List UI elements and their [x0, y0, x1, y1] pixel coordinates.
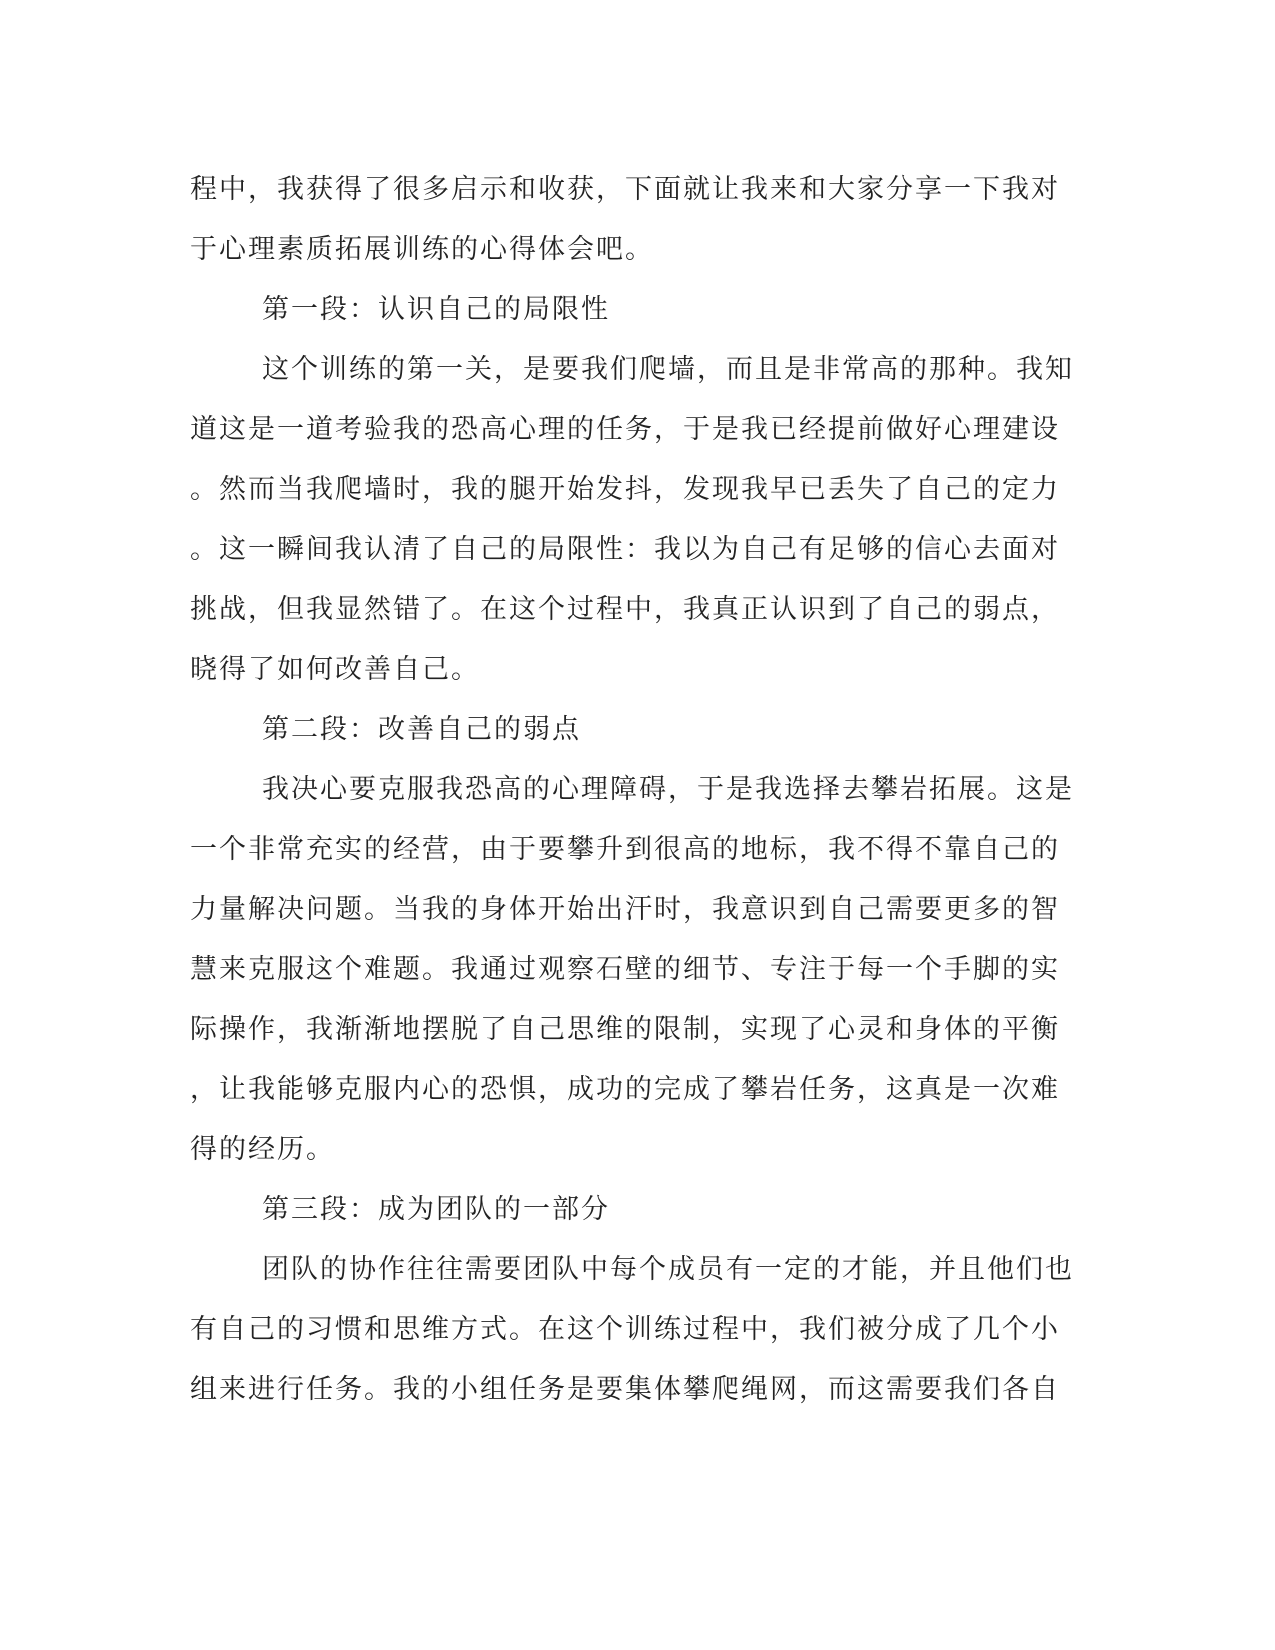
text-line: 。然而当我爬墙时，我的腿开始发抖，发现我早已丢失了自己的定力 — [190, 474, 1060, 505]
text-line: 挑战，但我显然错了。在这个过程中，我真正认识到了自己的弱点， — [190, 594, 1060, 625]
text-line: 一个非常充实的经营，由于要攀升到很高的地标，我不得不靠自己的 — [190, 834, 1060, 865]
text-line: 程中，我获得了很多启示和收获，下面就让我来和大家分享一下我对 — [190, 174, 1060, 205]
text-line: 慧来克服这个难题。我通过观察石壁的细节、专注于每一个手脚的实 — [190, 954, 1060, 985]
text-line: ，让我能够克服内心的恐惧，成功的完成了攀岩任务，这真是一次难 — [190, 1074, 1060, 1105]
text-line: 。这一瞬间我认清了自己的局限性：我以为自己有足够的信心去面对 — [190, 534, 1060, 565]
section-heading-1: 第一段：认识自己的局限性 — [262, 294, 610, 325]
section-heading-2: 第二段：改善自己的弱点 — [262, 714, 581, 745]
text-line: 道这是一道考验我的恐高心理的任务，于是我已经提前做好心理建设 — [190, 414, 1060, 445]
text-line: 得的经历。 — [190, 1134, 335, 1165]
text-line: 晓得了如何改善自己。 — [190, 654, 480, 685]
text-line: 于心理素质拓展训练的心得体会吧。 — [190, 234, 654, 265]
paragraph-start: 这个训练的第一关，是要我们爬墙，而且是非常高的那种。我知 — [262, 354, 1074, 385]
text-line: 有自己的习惯和思维方式。在这个训练过程中，我们被分成了几个小 — [190, 1314, 1060, 1345]
document-body — [190, 160, 1090, 1420]
paragraph-start: 团队的协作往往需要团队中每个成员有一定的才能，并且他们也 — [262, 1254, 1074, 1285]
section-heading-3: 第三段：成为团队的一部分 — [262, 1194, 610, 1225]
text-line: 力量解决问题。当我的身体开始出汗时，我意识到自己需要更多的智 — [190, 894, 1060, 925]
text-line: 际操作，我渐渐地摆脱了自己思维的限制，实现了心灵和身体的平衡 — [190, 1014, 1060, 1045]
text-line: 组来进行任务。我的小组任务是要集体攀爬绳网，而这需要我们各自 — [190, 1374, 1060, 1405]
paragraph-start: 我决心要克服我恐高的心理障碍，于是我选择去攀岩拓展。这是 — [262, 774, 1074, 805]
